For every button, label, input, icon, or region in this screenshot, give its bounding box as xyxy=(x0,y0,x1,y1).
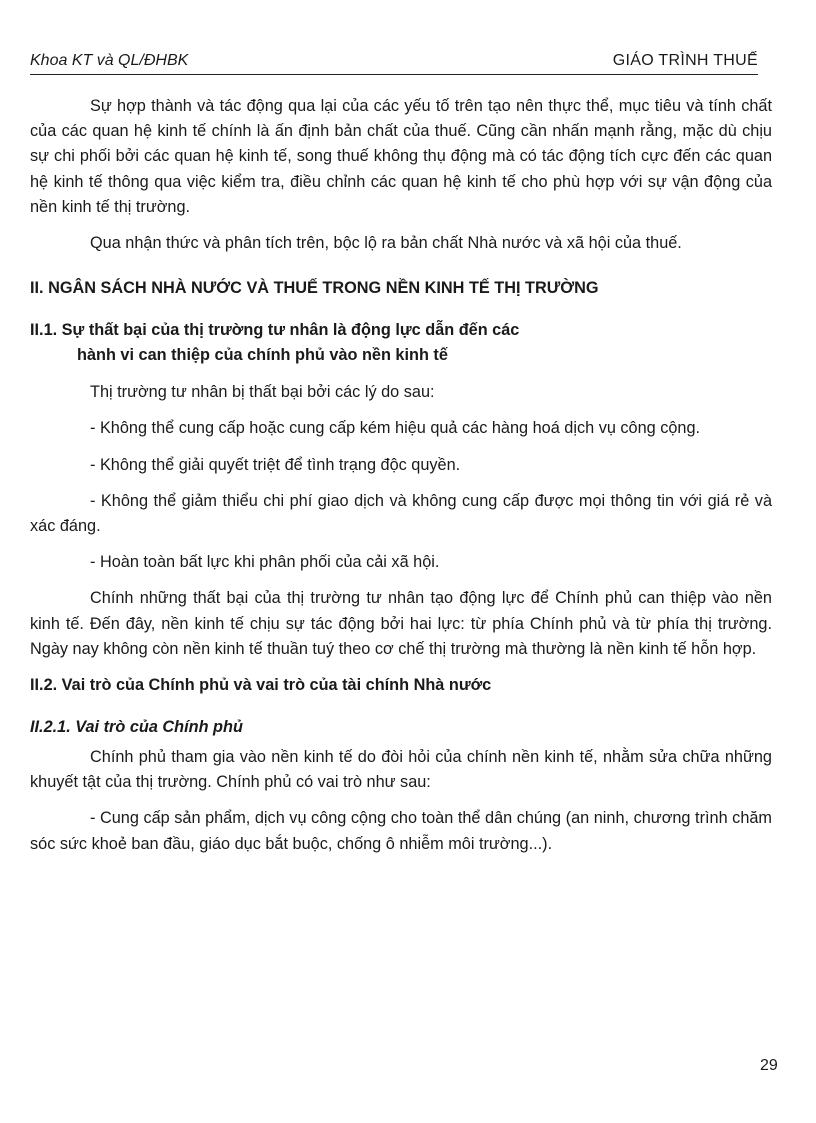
subsection-heading: II.2. Vai trò của Chính phủ và vai trò của tài chính Nhà nước xyxy=(30,676,492,695)
subsection-heading-line1: II.1. Sự thất bại của thị trường tư nhân là động lực dẫn đến các xyxy=(30,321,520,340)
header-book-title: GIÁO TRÌNH THUẾ xyxy=(612,52,758,69)
subsection-heading-line2: hành vi can thiệp của chính phủ vào nền kinh tế xyxy=(77,346,448,365)
list-item: - Không thể giảm thiểu chi phí giao dịch và không cung cấp được mọi thông tin với giá rẻ và xác đáng. xyxy=(30,491,772,536)
subsection-heading xyxy=(30,318,772,368)
list-item: - Cung cấp sản phẩm, dịch vụ công cộng cho toàn thể dân chúng (an ninh, chương trình chăm sóc sức khoẻ ban đầu, giáo dục bắt buộc, chống ô nhiễm môi trường...). xyxy=(30,809,772,853)
list-item: - Hoàn toàn bất lực khi phân phối của cải xã hội. xyxy=(90,553,440,572)
paragraph: Qua nhận thức và phân tích trên, bộc lộ ra bản chất Nhà nước và xã hội của thuế. xyxy=(90,234,682,253)
paragraph: Chính phủ tham gia vào nền kinh tế do đòi hỏi của chính nền kinh tế, nhằm sửa chữa những khuyết tật của thị trường. Chính phủ có vai trò như sau: xyxy=(30,748,772,792)
page-body xyxy=(30,94,772,868)
paragraph: Thị trường tư nhân bị thất bại bởi các lý do sau: xyxy=(90,383,435,402)
section-heading: II. NGÂN SÁCH NHÀ NƯỚC VÀ THUẾ TRONG NỀN KINH TẾ THỊ TRƯỜNG xyxy=(30,279,599,298)
header-department: Khoa KT và QL/ĐHBK xyxy=(30,52,189,69)
page-header xyxy=(30,50,758,75)
subsubsection-heading: II.2.1. Vai trò của Chính phủ xyxy=(30,718,243,737)
list-item: - Không thể cung cấp hoặc cung cấp kém hiệu quả các hàng hoá dịch vụ công cộng. xyxy=(90,419,701,438)
paragraph: Sự hợp thành và tác động qua lại của các yếu tố trên tạo nên thực thể, mục tiêu và tính chất của các quan hệ kinh tế chính là ấn định bản chất của thuế. Cũng cần nhấn mạnh rằng, mặc dù chịu sự chi phối bởi các quan hệ kinh tế, song thuế không thụ động mà có tác động tích cực đến các quan hệ kinh tế thông qua việc kiểm tra, điều chỉnh các quan hệ kinh tế cho phù hợp với sự vận động của nền kinh tế thị trường. xyxy=(30,97,772,216)
list-item: - Không thể giải quyết triệt để tình trạng độc quyền. xyxy=(90,455,461,474)
page-number: 29 xyxy=(760,1057,778,1074)
paragraph: Chính những thất bại của thị trường tư nhân tạo động lực để Chính phủ can thiệp vào nền kinh tế. Đến đây, nền kinh tế chịu sự tác động bởi hai lực: từ phía Chính phủ và từ phía thị trường. Ngày nay không còn nền kinh tế thuần tuý theo cơ chế thị trường mà thường là nền kinh tế hỗn hợp. xyxy=(30,589,772,658)
